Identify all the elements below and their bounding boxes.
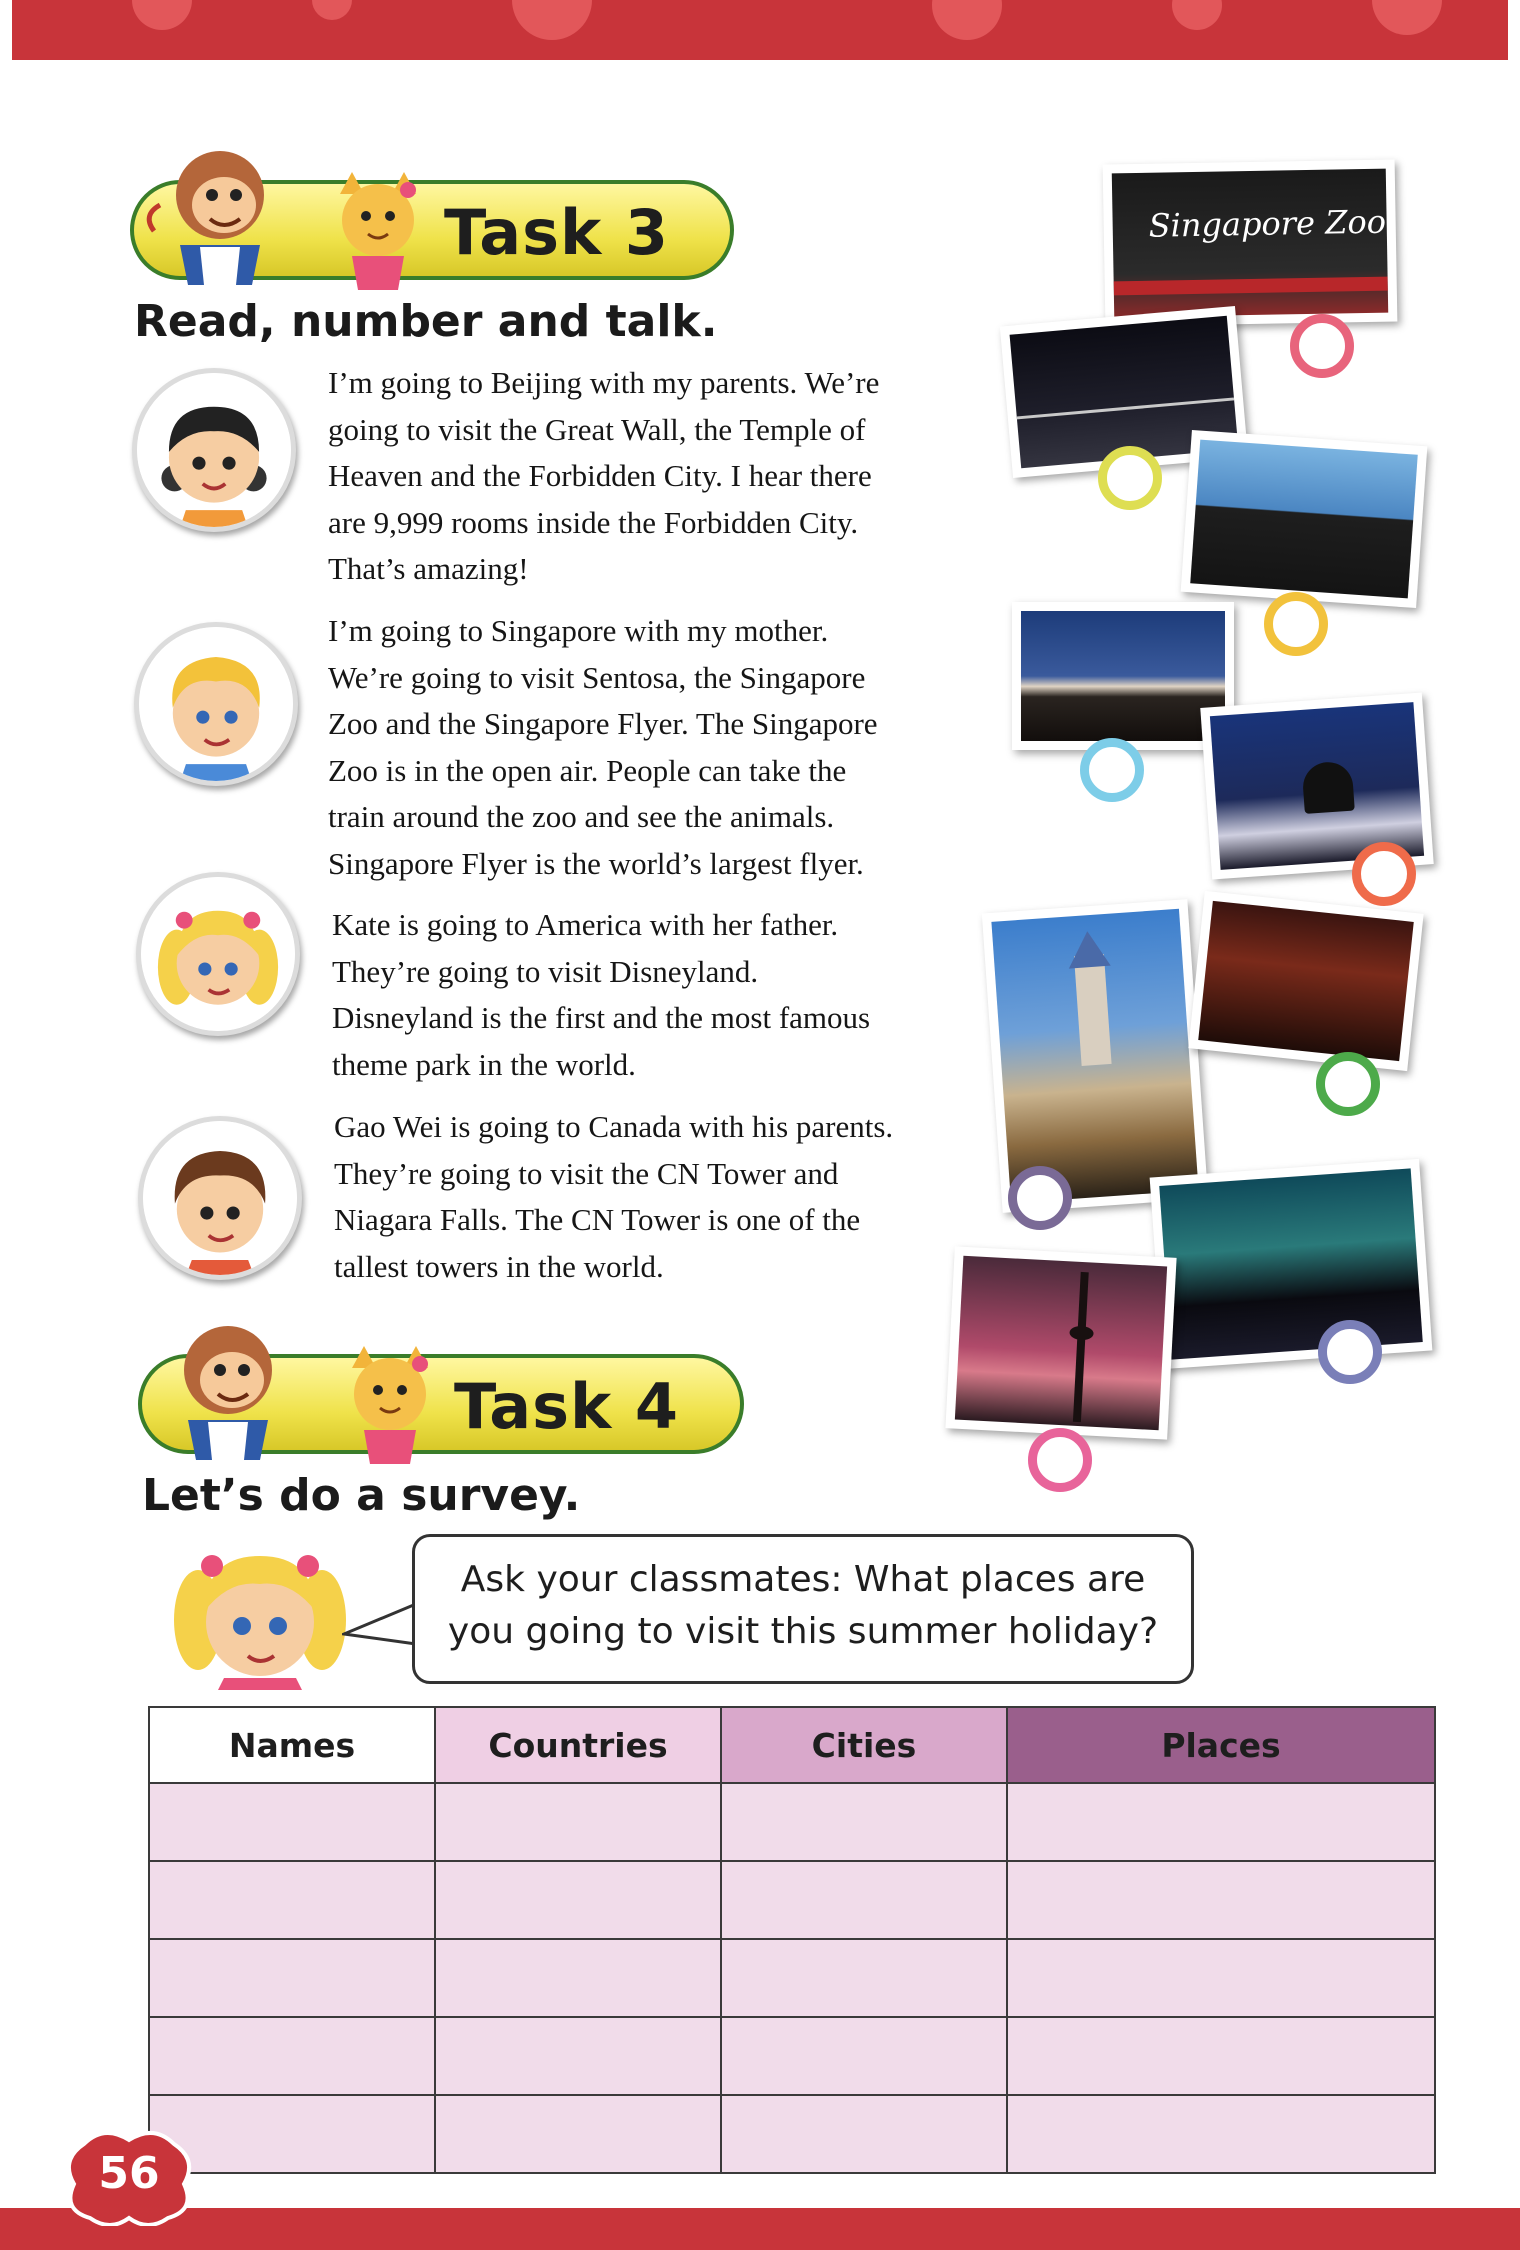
number-circle-great-wall[interactable] [1080,738,1144,802]
bottom-decorative-band [0,2208,1520,2250]
text-line: Gao Wei is going to Canada with his parents. [334,1109,894,1144]
paragraph-america [332,902,870,1088]
speech-line: you going to visit this summer holiday? [447,1611,1159,1652]
paragraph-singapore [328,608,878,887]
paragraph-canada [334,1104,893,1290]
table-cell[interactable] [721,2017,1007,2095]
number-circle-temple-of-heaven[interactable] [1352,842,1416,906]
table-cell[interactable] [435,1783,721,1861]
table-row [149,1783,1435,1861]
header-places: Places [1007,1707,1435,1783]
table-cell[interactable] [1007,1861,1435,1939]
cat-mascot-icon [330,1346,450,1464]
table-cell[interactable] [149,1783,435,1861]
number-circle-niagara-falls[interactable] [1318,1320,1382,1384]
text-line: I’m going to Beijing with my parents. We’re [328,365,880,400]
top-decorative-band [12,0,1508,60]
text-line: are 9,999 rooms inside the Forbidden City. [328,504,859,540]
table-row [149,1861,1435,1939]
photo-disneyland [982,899,1208,1213]
table-cell[interactable] [435,2017,721,2095]
text-line: I’m going to Singapore with my mother. [328,613,829,648]
photo-singapore-zoo [1103,159,1398,326]
number-circle-singapore-zoo[interactable] [1290,314,1354,378]
text-line: They’re going to visit the CN Tower and [334,1155,839,1191]
table-cell[interactable] [721,1939,1007,2017]
survey-table [148,1706,1436,2174]
header-names: Names [149,1707,435,1783]
photo-cn-tower [945,1246,1176,1439]
number-circle-singapore-flyer[interactable] [1098,446,1162,510]
monkey-mascot-icon [140,135,300,285]
speech-bubble-tail [342,1600,418,1650]
task4-title: Task 4 [454,1370,679,1443]
table-cell[interactable] [435,1861,721,1939]
text-line: tallest towers in the world. [334,1248,664,1284]
text-line: We’re going to visit Sentosa, the Singapore [328,659,866,695]
page-number: 56 [98,2148,160,2199]
task3-instruction: Read, number and talk. [134,296,718,347]
table-row [149,1939,1435,2017]
text-line: That’s amazing! [328,551,529,586]
monkey-mascot-icon [148,1310,308,1460]
avatar-boy-blond-hair-icon [134,622,298,786]
photo-niagara-falls [1150,1159,1433,1369]
table-cell[interactable] [1007,1939,1435,2017]
text-line: theme park in the world. [332,1046,636,1082]
speech-line: Ask your classmates: What places are [460,1559,1146,1600]
text-line: train around the zoo and see the animals. [328,799,835,834]
text-line: going to visit the Great Wall, the Temple of [328,411,866,447]
text-line: Zoo and the Singapore Flyer. The Singapore [328,706,878,741]
header-countries: Countries [435,1707,721,1783]
table-header-row [149,1707,1435,1783]
avatar-kate-icon [136,872,300,1036]
kate-character-icon [168,1540,352,1690]
text-line: Singapore Flyer is the world’s largest flyer. [328,845,864,881]
table-cell[interactable] [721,2095,1007,2173]
table-cell[interactable] [721,1861,1007,1939]
number-circle-sentosa[interactable] [1316,1052,1380,1116]
avatar-gao-wei-icon [138,1116,302,1280]
table-row [149,2017,1435,2095]
cat-mascot-icon [318,172,438,290]
text-line: Disneyland is the first and the most famous [332,1000,871,1035]
table-cell[interactable] [1007,2095,1435,2173]
task4-instruction: Let’s do a survey. [142,1470,581,1521]
text-line: Zoo is in the open air. People can take the [328,752,847,788]
photo-forbidden-city [1181,430,1428,608]
task3-title: Task 3 [444,196,669,269]
paragraph-beijing [328,360,879,593]
number-circle-disneyland[interactable] [1008,1166,1072,1230]
table-row [149,2095,1435,2173]
table-cell[interactable] [435,1939,721,2017]
number-circle-cn-tower[interactable] [1028,1428,1092,1492]
table-cell[interactable] [1007,2017,1435,2095]
table-cell[interactable] [149,1939,435,2017]
text-line: Heaven and the Forbidden City. I hear there [328,458,872,493]
table-cell[interactable] [435,2095,721,2173]
photo-sentosa [1188,891,1423,1071]
header-cities: Cities [721,1707,1007,1783]
singapore-zoo-sign-text: Singapore Zoo [1148,202,1387,245]
text-line: Kate is going to America with her father. [332,907,839,942]
table-cell[interactable] [149,2017,435,2095]
table-cell[interactable] [1007,1783,1435,1861]
table-cell[interactable] [149,1861,435,1939]
text-line: Niagara Falls. The CN Tower is one of the [334,1202,861,1237]
speech-bubble [412,1534,1194,1684]
table-cell[interactable] [721,1783,1007,1861]
text-line: They’re going to visit Disneyland. [332,953,759,989]
avatar-girl-black-hair-icon [132,368,296,532]
number-circle-forbidden-city[interactable] [1264,592,1328,656]
